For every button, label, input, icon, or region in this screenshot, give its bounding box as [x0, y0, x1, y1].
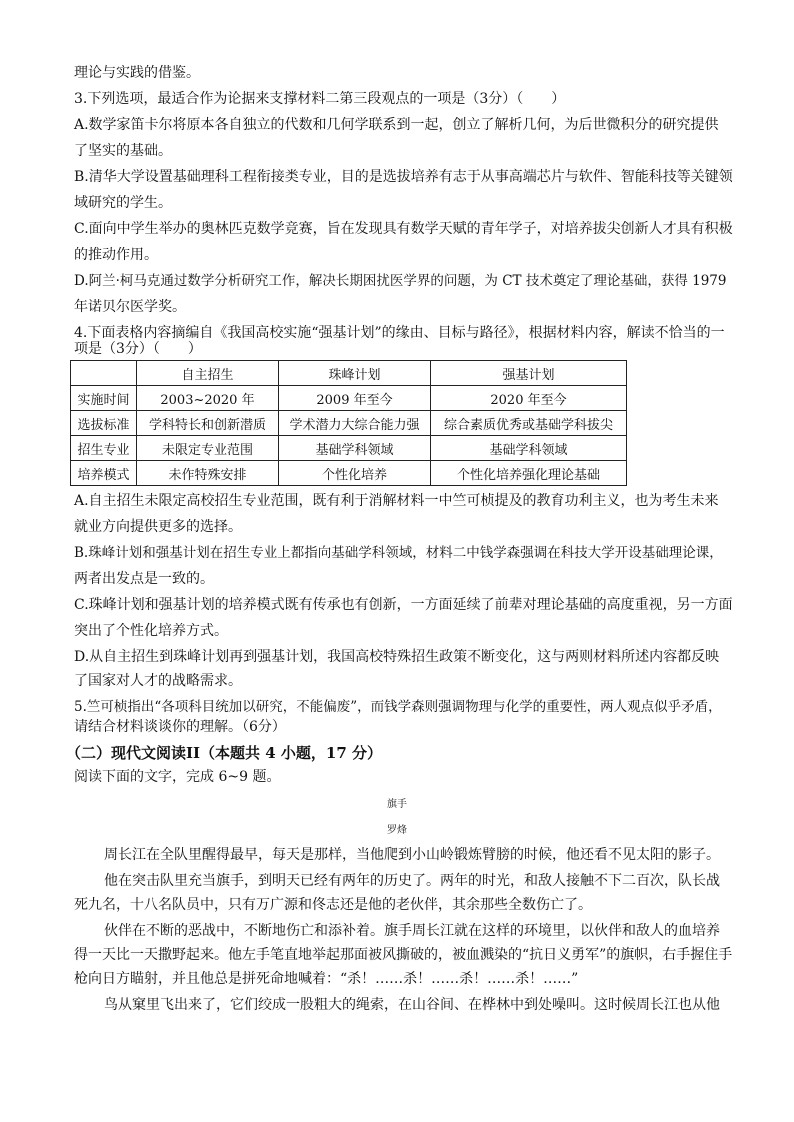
text-line: 项是（3分）（ ）: [74, 341, 202, 357]
question-5: 5.竺可桢指出“各项科目统加以研究，不能偏废”，而钱学森则强调物理与化学的重要性，两人观点似乎矛盾，: [74, 699, 722, 715]
table-header-row: [71, 361, 627, 386]
table-header-cell: [71, 361, 137, 386]
table-cell: 个性化培养: [279, 461, 431, 486]
table-cell: 综合素质优秀或基础学科拔尖: [431, 411, 627, 436]
option-3a: A.数学家笛卡尔将原本各自独立的代数和几何学联系到一起，创立了解析几何，为后世微积分的研究提供: [74, 117, 719, 133]
table-cell: 选拔标准: [71, 411, 137, 436]
table-row: [71, 461, 627, 486]
table-header-cell: 珠峰计划: [279, 361, 431, 386]
table-cell: 招生专业: [71, 436, 137, 461]
table-cell: 基础学科领域: [431, 436, 627, 461]
table-cell: 2009 年至今: [279, 386, 431, 411]
table-cell: 2020 年至今: [431, 386, 627, 411]
story-paragraph: 周长江在全队里醒得最早，每天是那样，当他爬到小山岭锻炼臂膀的时候，他还看不见太阳的影子。: [104, 847, 720, 863]
option-3c: C.面向中学生举办的奥林匹克数学竞赛，旨在发现具有数学天赋的青年学子，对培养拔尖创新人才具有积极: [74, 221, 733, 237]
option-4b: B.珠峰计划和强基计划在招生专业上都指向基础学科领域，材料二中钱学森强调在科技大学开设基础理论课，: [74, 545, 723, 561]
text-line: 请结合材料谈谈你的理解。（6分）: [74, 719, 286, 735]
admission-plan-table: [70, 360, 627, 486]
table-cell: 培养模式: [71, 461, 137, 486]
text-line: 就业方向提供更多的选择。: [74, 519, 242, 535]
option-4c: C.珠峰计划和强基计划的培养模式既有传承也有创新，一方面延续了前辈对理论基础的高度重视，另一方面: [74, 597, 733, 613]
table-cell: 个性化培养强化理论基础: [431, 461, 627, 486]
section-heading: （二）现代文阅读II（本题共 4 小题，17 分）: [66, 744, 383, 762]
text-line: 两者出发点是一致的。: [74, 571, 214, 587]
table-cell: 学术潜力大综合能力强: [279, 411, 431, 436]
option-4d: D.从自主招生到珠峰计划再到强基计划，我国高校特殊招生政策不断变化，这与两则材料所述内容都反映: [74, 649, 720, 665]
text-line: 了国家对人才的战略需求。: [74, 673, 242, 689]
option-3b: B.清华大学设置基础理科工程衔接类专业，目的是选拔培养有志于从事高端芯片与软件、智能科技等关键领: [74, 169, 733, 185]
option-3d: D.阿兰·柯马克通过数学分析研究工作，解决长期困扰医学界的问题，为 CT 技术奠定了理论基础，获得 1979: [74, 273, 727, 289]
story-author: 罗烽: [387, 825, 407, 836]
table-cell: 未限定专业范围: [137, 436, 279, 461]
table-row: [71, 386, 627, 411]
table-cell: 2003~2020 年: [137, 386, 279, 411]
text-line: 的推动作用。: [74, 247, 158, 263]
story-paragraph: 他在突击队里充当旗手，到明天已经有两年的历史了。两年的时光，和敌人接触不下二百次，队长战: [104, 873, 720, 889]
text-line: 理论与实践的借鉴。: [74, 65, 200, 81]
table-header-cell: 强基计划: [431, 361, 627, 386]
table-row: [71, 436, 627, 461]
table-header-cell: 自主招生: [137, 361, 279, 386]
text-line: 域研究的学生。: [74, 195, 172, 211]
story-line: 枪向日方瞄射，并且他总是拼死命地喊着：“杀！……杀！……杀！……杀！……”: [74, 971, 579, 987]
text-line: 年诺贝尔医学奖。: [74, 299, 186, 315]
question-4: 4.下面表格内容摘编自《我国高校实施“强基计划”的缘由、目标与路径》，根据材料内容，解读不恰当的一: [74, 325, 725, 341]
table-row: [71, 411, 627, 436]
text-line: 突出了个性化培养方式。: [74, 623, 228, 639]
story-title: 旗手: [387, 799, 407, 810]
table-cell: 实施时间: [71, 386, 137, 411]
table-cell: 未作特殊安排: [137, 461, 279, 486]
text-line: 了坚实的基础。: [74, 143, 172, 159]
story-line: 死九名，十八名队员中，只有万广源和佟志还是他的老伙伴，其余那些全数伤亡了。: [74, 897, 592, 913]
story-paragraph: 鸟从窠里飞出来了，它们绞成一股粗大的绳索，在山谷间、在桦林中到处噪叫。这时候周长江也从他: [104, 997, 720, 1013]
section-instruction: 阅读下面的文字，完成 6~9 题。: [74, 769, 281, 785]
story-line: 得一天比一天撒野起来。他左手笔直地举起那面被风撕破的，被血溅染的“抗日义勇军”的旗帜，右手握住手: [74, 947, 733, 963]
question-3: 3.下列选项，最适合作为论据来支撑材料二第三段观点的一项是（3分）（ ）: [74, 91, 566, 107]
table-cell: 学科特长和创新潜质: [137, 411, 279, 436]
option-4a: A.自主招生未限定高校招生专业范围，既有利于消解材料一中竺可桢提及的教育功利主义，也为考生未来: [74, 493, 719, 509]
table-cell: 基础学科领域: [279, 436, 431, 461]
story-paragraph: 伙伴在不断的恶战中，不断地伤亡和添补着。旗手周长江就在这样的环境里，以伙伴和敌人的血培养: [104, 923, 720, 939]
